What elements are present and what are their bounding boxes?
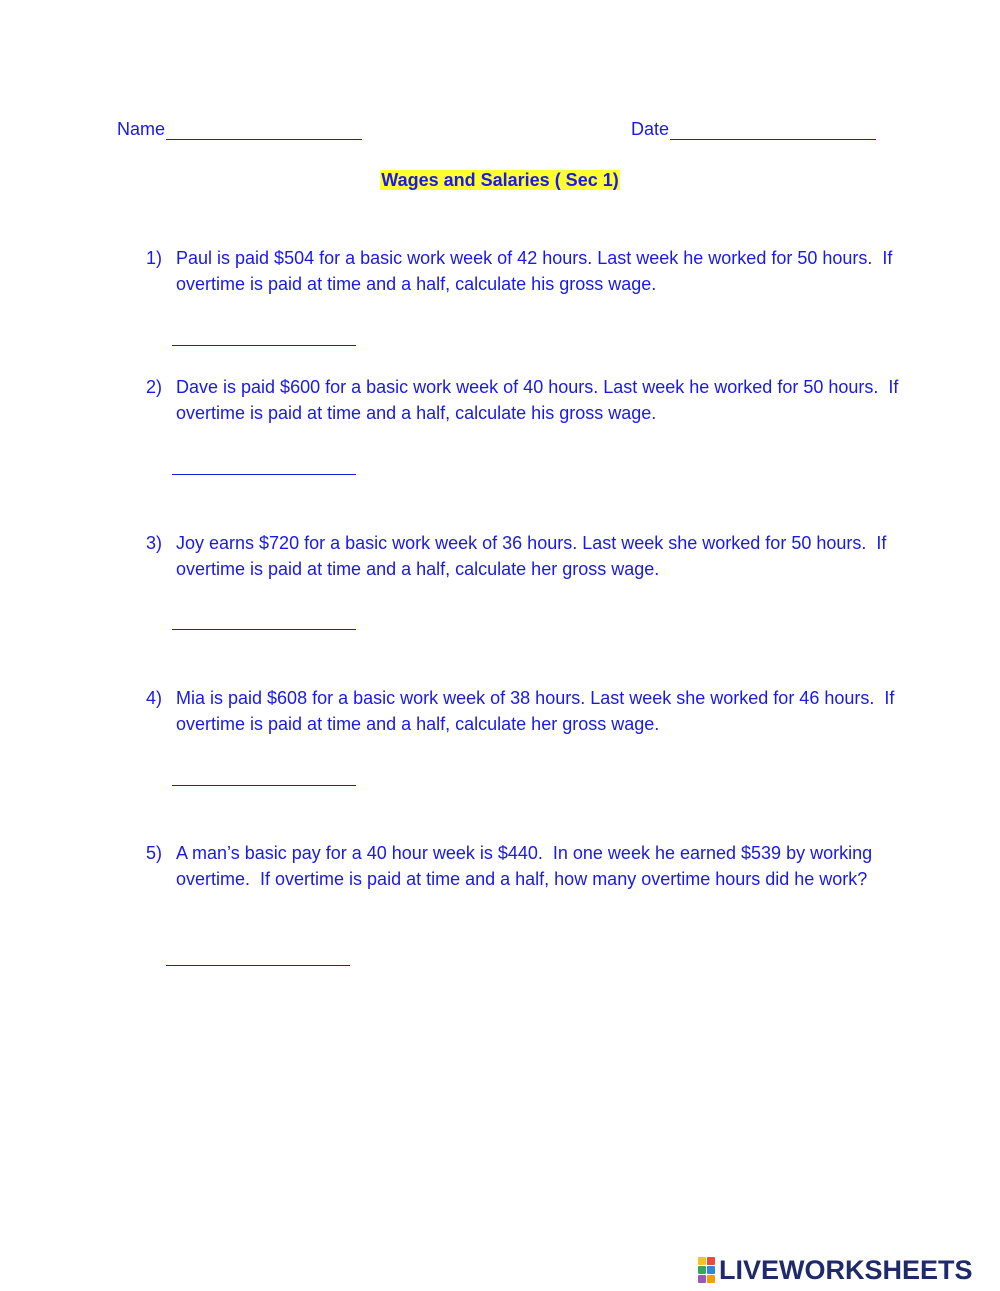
page-title-text: Wages and Salaries ( Sec 1) bbox=[381, 170, 619, 190]
question-number: 2) bbox=[146, 377, 163, 397]
date-blank-line[interactable] bbox=[670, 121, 876, 140]
question-1 bbox=[146, 245, 906, 297]
question-3 bbox=[146, 530, 906, 582]
question-number: 4) bbox=[146, 688, 163, 708]
question-number: 5) bbox=[146, 843, 163, 863]
date-label: Date bbox=[631, 119, 670, 139]
question-2 bbox=[146, 374, 906, 426]
answer-line-3[interactable] bbox=[172, 629, 356, 630]
question-number: 3) bbox=[146, 533, 163, 553]
name-blank-line[interactable] bbox=[166, 121, 362, 140]
answer-line-5[interactable] bbox=[166, 965, 350, 966]
date-field[interactable] bbox=[631, 118, 876, 140]
answer-line-2[interactable] bbox=[172, 474, 356, 475]
question-4 bbox=[146, 685, 906, 737]
question-text: Paul is paid $504 for a basic work week of 42 hours. Last week he worked for 50 hours. If overtime is paid at time and a half, calculate his gross wage. bbox=[176, 248, 898, 294]
page-title bbox=[0, 169, 1000, 191]
question-text: Joy earns $720 for a basic work week of 36 hours. Last week she worked for 50 hours. If overtime is paid at time and a half, calculate her gross wage. bbox=[176, 533, 892, 579]
liveworksheets-logo bbox=[698, 1255, 973, 1285]
question-text: Mia is paid $608 for a basic work week of 38 hours. Last week she worked for 46 hours. If overtime is paid at time and a half, calculate her gross wage. bbox=[176, 688, 900, 734]
question-text: A man’s basic pay for a 40 hour week is $440. In one week he earned $539 by working overtime. If overtime is paid at time and a half, how many overtime hours did he work? bbox=[176, 843, 878, 889]
name-field[interactable] bbox=[117, 118, 362, 140]
question-text: Dave is paid $600 for a basic work week of 40 hours. Last week he worked for 50 hours. If overtime is paid at time and a half, calculate his gross wage. bbox=[176, 377, 904, 423]
answer-line-1[interactable] bbox=[172, 345, 356, 346]
name-label: Name bbox=[117, 119, 166, 139]
question-number: 1) bbox=[146, 248, 163, 268]
question-5 bbox=[146, 840, 906, 892]
logo-text: LIVEWORKSHEETS bbox=[719, 1255, 973, 1285]
liveworksheets-logo-icon bbox=[698, 1257, 715, 1283]
answer-line-4[interactable] bbox=[172, 785, 356, 786]
